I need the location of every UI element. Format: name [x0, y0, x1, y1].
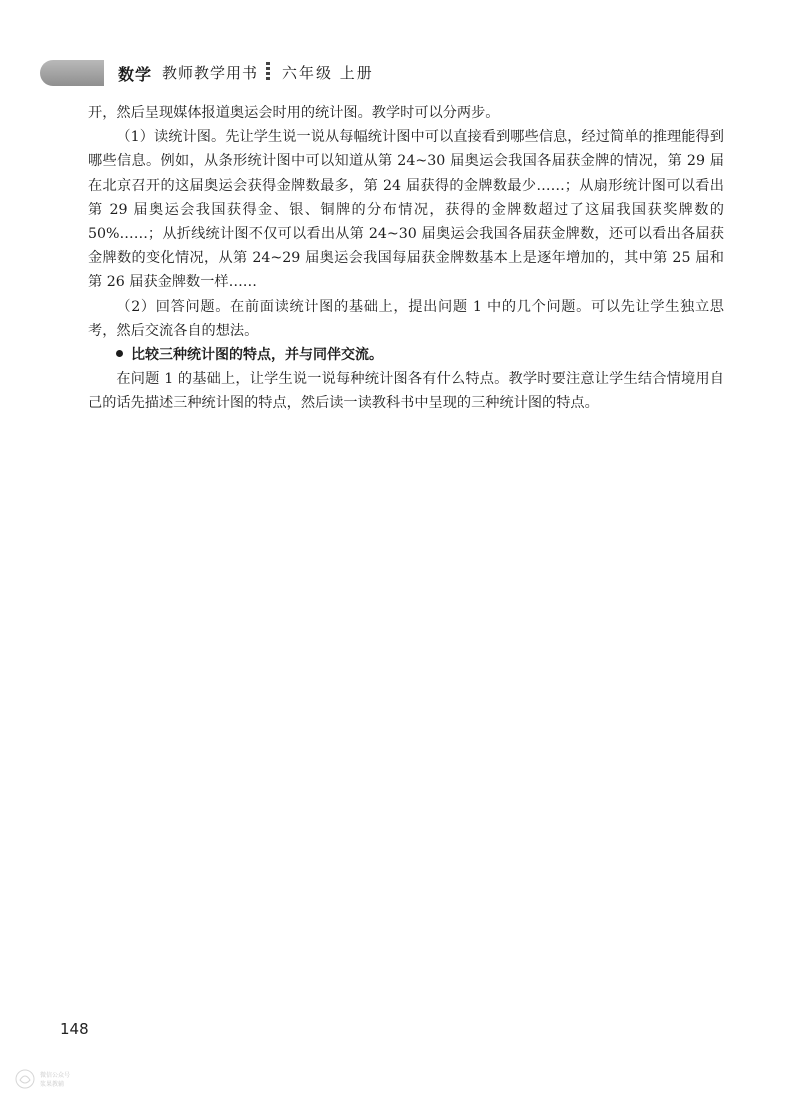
paragraph-intro: 开，然后呈现媒体报道奥运会时用的统计图。教学时可以分两步。	[88, 105, 500, 121]
paragraph-answer-questions: （2）回答问题。在前面读统计图的基础上，提出问题 1 中的几个问题。可以先让学生独立思考，然后交流各自的想法。	[88, 298, 724, 339]
watermark-line-2: 浆果教辅	[40, 1081, 65, 1088]
header-grade: 六年级 上册	[282, 64, 374, 82]
page-body	[88, 101, 724, 416]
bullet-dot-icon	[116, 350, 123, 357]
watermark	[10, 1068, 70, 1104]
header-subject: 数学	[118, 65, 153, 84]
page-number: 148	[60, 1020, 89, 1038]
header-tab-decoration	[40, 60, 104, 86]
header-separator	[266, 62, 270, 81]
bullet-heading-text: 比较三种统计图的特点，并与同伴交流。	[131, 347, 383, 364]
page-header	[40, 52, 760, 90]
header-book-title: 教师教学用书	[162, 64, 259, 82]
paragraph-compare-features: 在问题 1 的基础上，让学生说一说每种统计图各有什么特点。教学时要注意让学生结合情境用自己的话先描述三种统计图的特点，然后读一读教科书中呈现的三种统计图的特点。	[88, 371, 724, 412]
bullet-heading	[88, 343, 724, 367]
watermark-logo-icon	[14, 1068, 36, 1090]
paragraph-read-charts: （1）读统计图。先让学生说一说从每幅统计图中可以直接看到哪些信息，经过简单的推理能得到哪些信息。例如，从条形统计图中可以知道从第 24~30 届奥运会我国各届获金牌的情况，第 29 届在北京召开的这届奥运会获得金牌数最多，第 24 届获得的金牌数最少……；从扇形统计图可以看出第 29 届奥运会我国获得金、银、铜牌的分布情况，获得的金牌数超过了这届我国获奖牌数的 50%……；从折线统计图不仅可以看出从第 24~30 届奥运会我国各届获金牌数，还可以看出各届获金牌数的变化情况，从第 24~29 届奥运会我国每届获金牌数基本上是逐年增加的，其中第 25 届和第 26 届获金牌数一样……	[88, 129, 724, 291]
watermark-line-1: 微信公众号	[40, 1072, 71, 1079]
